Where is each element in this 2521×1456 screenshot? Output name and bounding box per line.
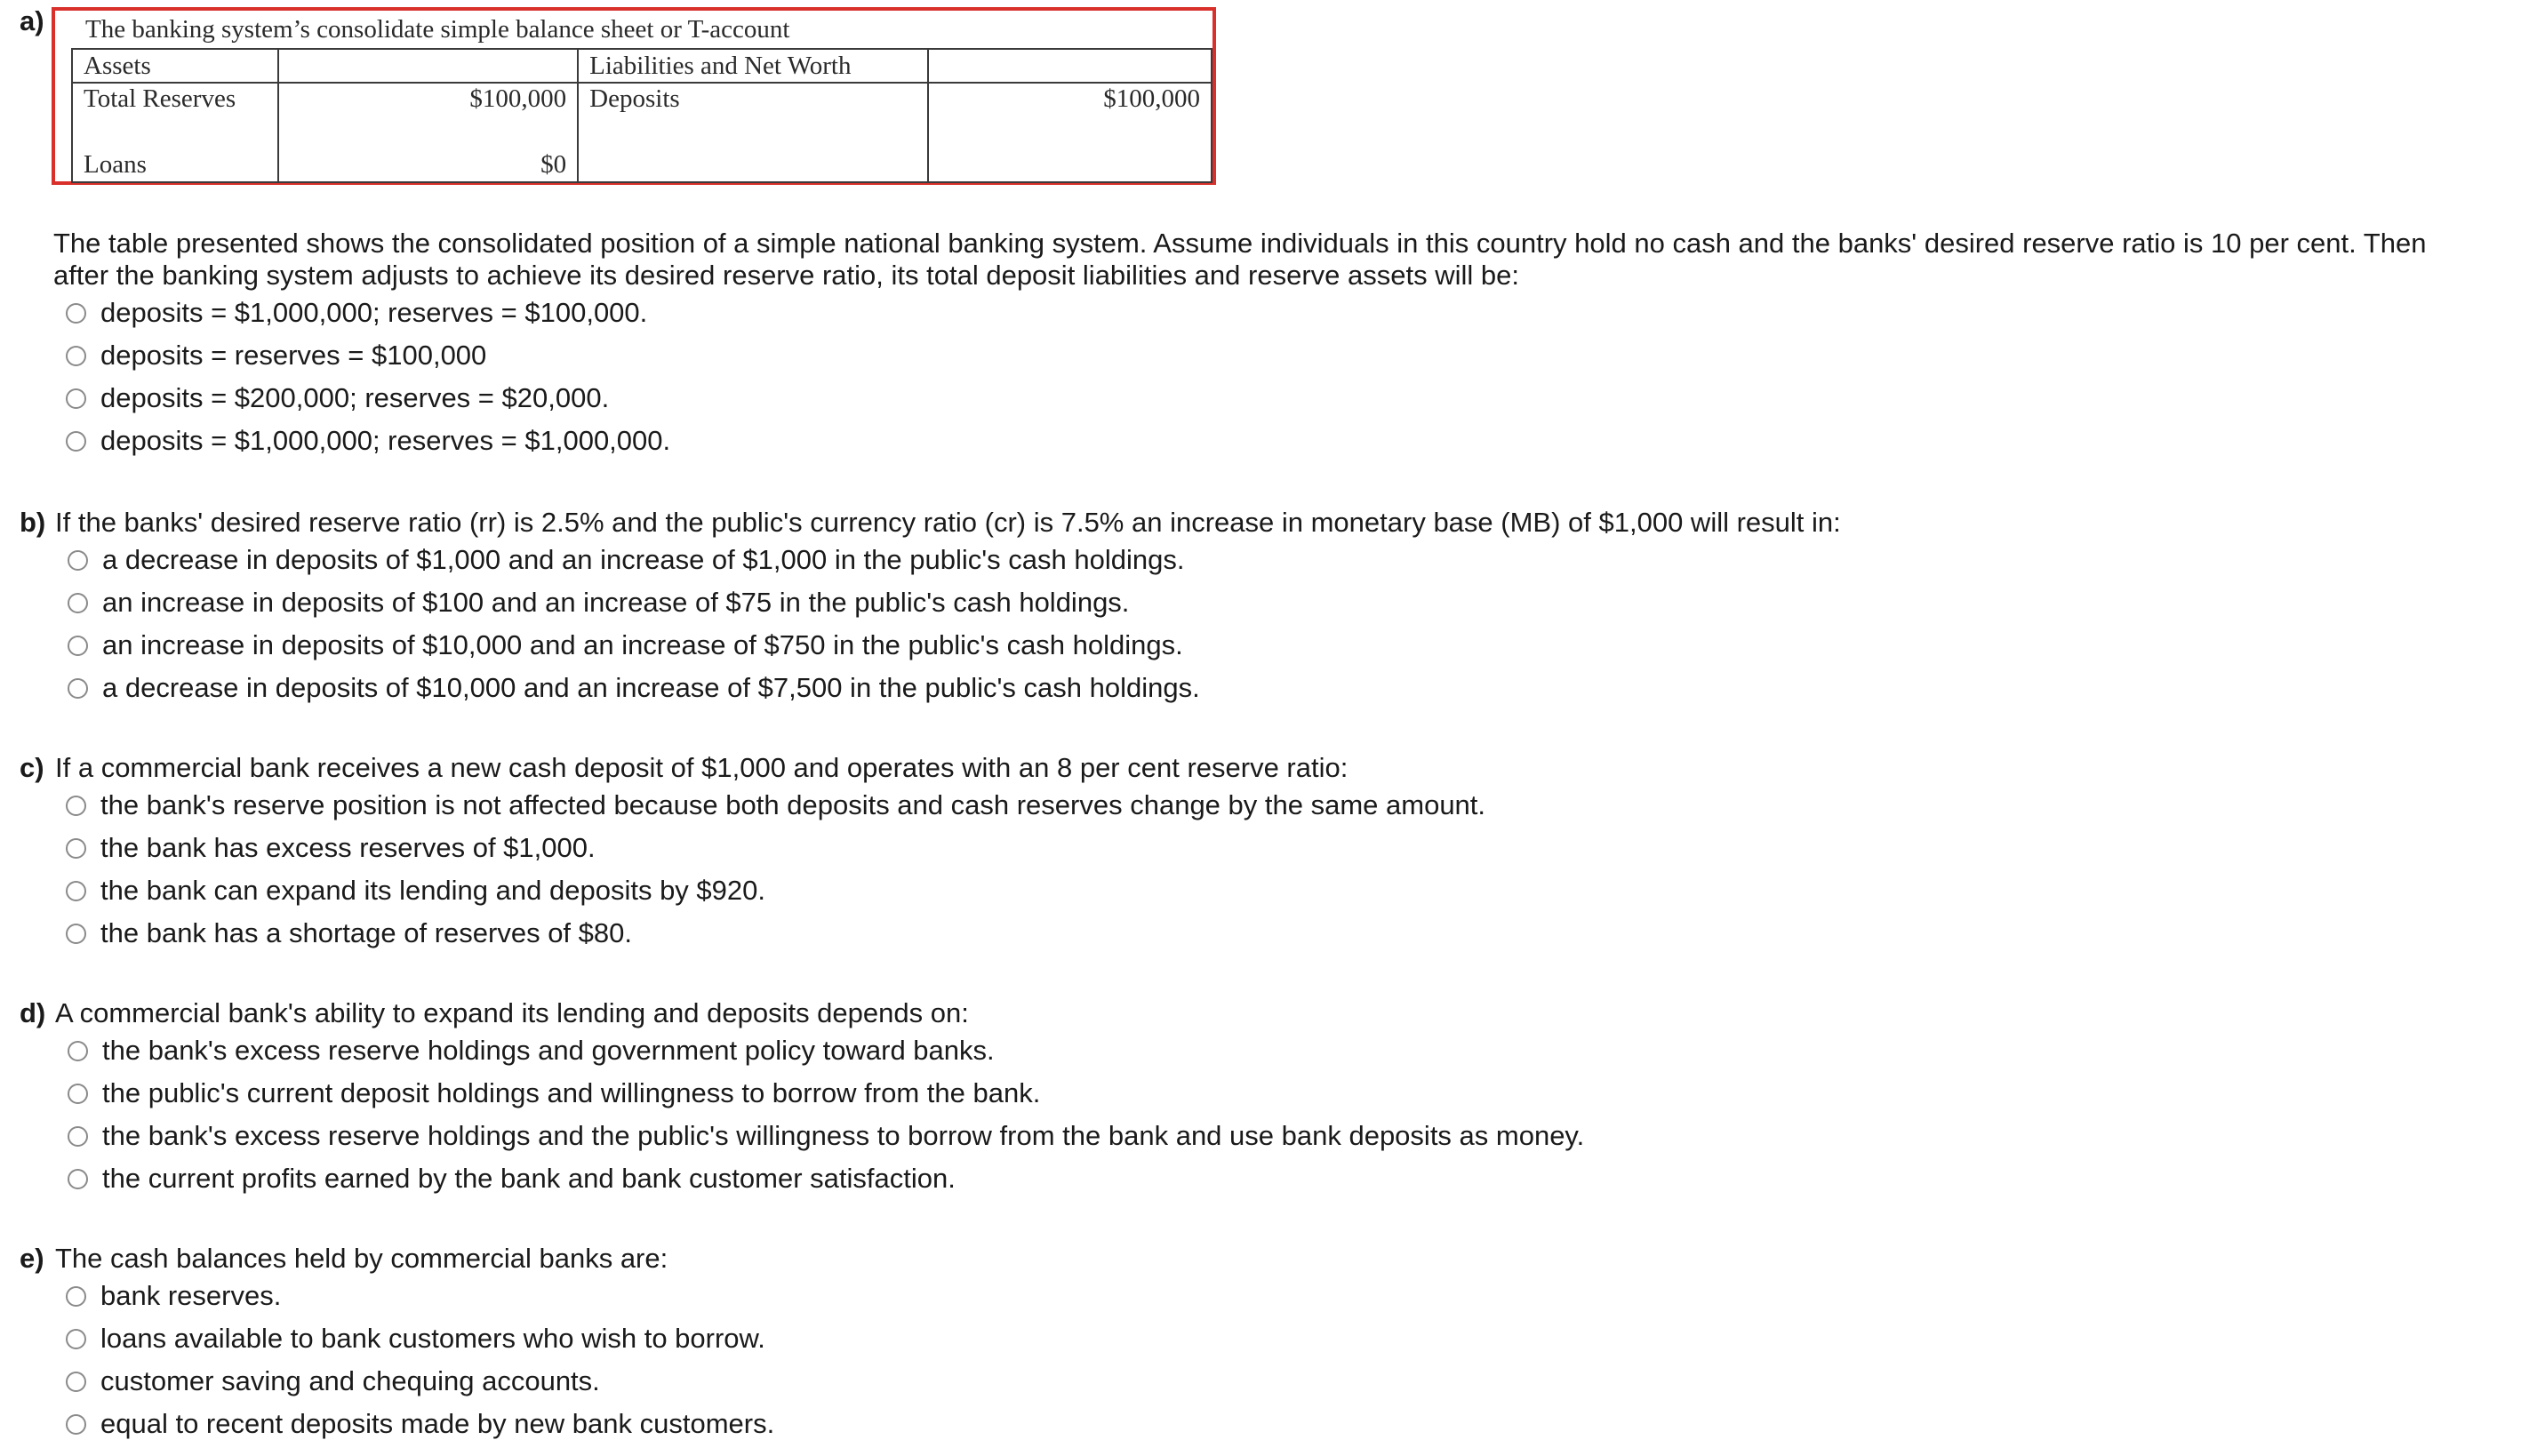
- question-e-option-4[interactable]: [66, 1406, 774, 1442]
- question-d-option-2[interactable]: [68, 1076, 1040, 1111]
- question-c-option-1[interactable]: [66, 788, 1485, 823]
- question-b-option-4[interactable]: [68, 670, 1200, 706]
- question-e-text: The cash balances held by commercial banks are:: [55, 1243, 668, 1274]
- radio-button[interactable]: [68, 1169, 88, 1189]
- option-label: deposits = $1,000,000; reserves = $100,000.: [100, 297, 648, 328]
- option-label: the bank has a shortage of reserves of $80.: [100, 917, 632, 948]
- deposits-value: $100,000: [1103, 84, 1200, 113]
- liabilities-labels-cell: [578, 83, 928, 182]
- radio-button[interactable]: [68, 1084, 88, 1104]
- question-e-letter: e): [20, 1243, 44, 1274]
- t-account-caption: The banking system’s consolidate simple balance sheet or T-account: [85, 15, 790, 44]
- option-label: the bank can expand its lending and deposits by $920.: [100, 875, 765, 906]
- option-label: the bank's excess reserve holdings and government policy toward banks.: [102, 1035, 995, 1066]
- question-c-text: If a commercial bank receives a new cash deposit of $1,000 and operates with an 8 per cent reserve ratio:: [55, 752, 1349, 783]
- radio-button[interactable]: [66, 1372, 86, 1392]
- option-label: the bank's excess reserve holdings and the public's willingness to borrow from the bank and use bank deposits as money.: [102, 1120, 1585, 1151]
- liabilities-header-value: [928, 49, 1212, 83]
- question-d-option-4[interactable]: [68, 1161, 956, 1196]
- question-b-option-3[interactable]: [68, 628, 1183, 663]
- loans-value: $0: [540, 150, 567, 179]
- question-b-option-1[interactable]: [68, 542, 1184, 578]
- option-label: an increase in deposits of $100 and an increase of $75 in the public's cash holdings.: [102, 587, 1130, 618]
- question-a-option-3[interactable]: [66, 380, 609, 416]
- option-label: bank reserves.: [100, 1280, 282, 1311]
- option-label: the bank has excess reserves of $1,000.: [100, 832, 596, 863]
- loans-label: Loans: [84, 150, 147, 179]
- radio-button[interactable]: [68, 550, 88, 571]
- t-account-figure: [52, 7, 1216, 185]
- liabilities-header: Liabilities and Net Worth: [578, 49, 928, 83]
- assets-values-cell: [278, 83, 578, 182]
- total-reserves-value: $100,000: [469, 84, 567, 113]
- question-e-option-1[interactable]: [66, 1278, 281, 1314]
- radio-button[interactable]: [66, 388, 86, 409]
- option-label: customer saving and chequing accounts.: [100, 1365, 600, 1396]
- question-a-text-line2: after the banking system adjusts to achieve its desired reserve ratio, its total deposit liabilities and reserve assets will be:: [53, 260, 1519, 291]
- option-label: equal to recent deposits made by new bank customers.: [100, 1408, 775, 1439]
- question-c-option-3[interactable]: [66, 873, 765, 908]
- question-d-option-3[interactable]: [68, 1118, 1584, 1154]
- liabilities-values-cell: [928, 83, 1212, 182]
- question-b-text: If the banks' desired reserve ratio (rr) is 2.5% and the public's currency ratio (cr) is 7.5% an increase in monetary base (MB) of $1,000 will result in:: [55, 507, 1841, 538]
- option-label: an increase in deposits of $10,000 and an increase of $750 in the public's cash holdings.: [102, 629, 1183, 660]
- assets-header: Assets: [72, 49, 278, 83]
- radio-button[interactable]: [68, 678, 88, 699]
- table-row: [72, 49, 1212, 83]
- table-row: [72, 83, 1212, 182]
- radio-button[interactable]: [66, 1286, 86, 1307]
- assets-header-value: [278, 49, 578, 83]
- option-label: a decrease in deposits of $10,000 and an increase of $7,500 in the public's cash holdings.: [102, 672, 1200, 703]
- option-label: a decrease in deposits of $1,000 and an increase of $1,000 in the public's cash holdings.: [102, 544, 1185, 575]
- question-b-option-2[interactable]: [68, 585, 1129, 620]
- option-label: deposits = $1,000,000; reserves = $1,000,000.: [100, 425, 671, 456]
- option-label: loans available to bank customers who wish to borrow.: [100, 1323, 765, 1354]
- question-c-option-4[interactable]: [66, 916, 632, 951]
- radio-button[interactable]: [66, 1329, 86, 1349]
- option-label: deposits = $200,000; reserves = $20,000.: [100, 382, 610, 413]
- option-label: the public's current deposit holdings and willingness to borrow from the bank.: [102, 1077, 1041, 1108]
- question-d-text: A commercial bank's ability to expand its lending and deposits depends on:: [55, 997, 969, 1028]
- option-label: the current profits earned by the bank and bank customer satisfaction.: [102, 1163, 956, 1194]
- radio-button[interactable]: [66, 346, 86, 366]
- question-b-letter: b): [20, 507, 46, 538]
- question-a-text-line1: The table presented shows the consolidated position of a simple national banking system. Assume individuals in this country hold no cash and the banks' desired reserve ratio is 10 per cent. Then: [53, 228, 2427, 259]
- radio-button[interactable]: [68, 1126, 88, 1147]
- option-label: deposits = reserves = $100,000: [100, 340, 487, 371]
- radio-button[interactable]: [66, 303, 86, 324]
- question-e-option-2[interactable]: [66, 1321, 765, 1356]
- radio-button[interactable]: [66, 796, 86, 816]
- t-account-table: [71, 48, 1212, 183]
- option-label: the bank's reserve position is not affected because both deposits and cash reserves change by the same amount.: [100, 789, 1486, 820]
- radio-button[interactable]: [66, 431, 86, 452]
- question-c-option-2[interactable]: [66, 830, 596, 866]
- radio-button[interactable]: [66, 838, 86, 859]
- question-a-option-1[interactable]: [66, 295, 647, 331]
- question-a-option-4[interactable]: [66, 423, 670, 459]
- question-d-option-1[interactable]: [68, 1033, 995, 1068]
- total-reserves-label: Total Reserves: [84, 84, 236, 113]
- radio-button[interactable]: [66, 1414, 86, 1435]
- question-e-option-3[interactable]: [66, 1364, 600, 1399]
- radio-button[interactable]: [66, 924, 86, 944]
- assets-labels-cell: [72, 83, 278, 182]
- question-a-letter: a): [20, 5, 44, 36]
- question-c-letter: c): [20, 752, 44, 783]
- radio-button[interactable]: [68, 593, 88, 613]
- radio-button[interactable]: [68, 636, 88, 656]
- radio-button[interactable]: [68, 1041, 88, 1061]
- question-a-option-2[interactable]: [66, 338, 486, 373]
- question-d-letter: d): [20, 997, 46, 1028]
- deposits-label: Deposits: [589, 84, 680, 113]
- radio-button[interactable]: [66, 881, 86, 901]
